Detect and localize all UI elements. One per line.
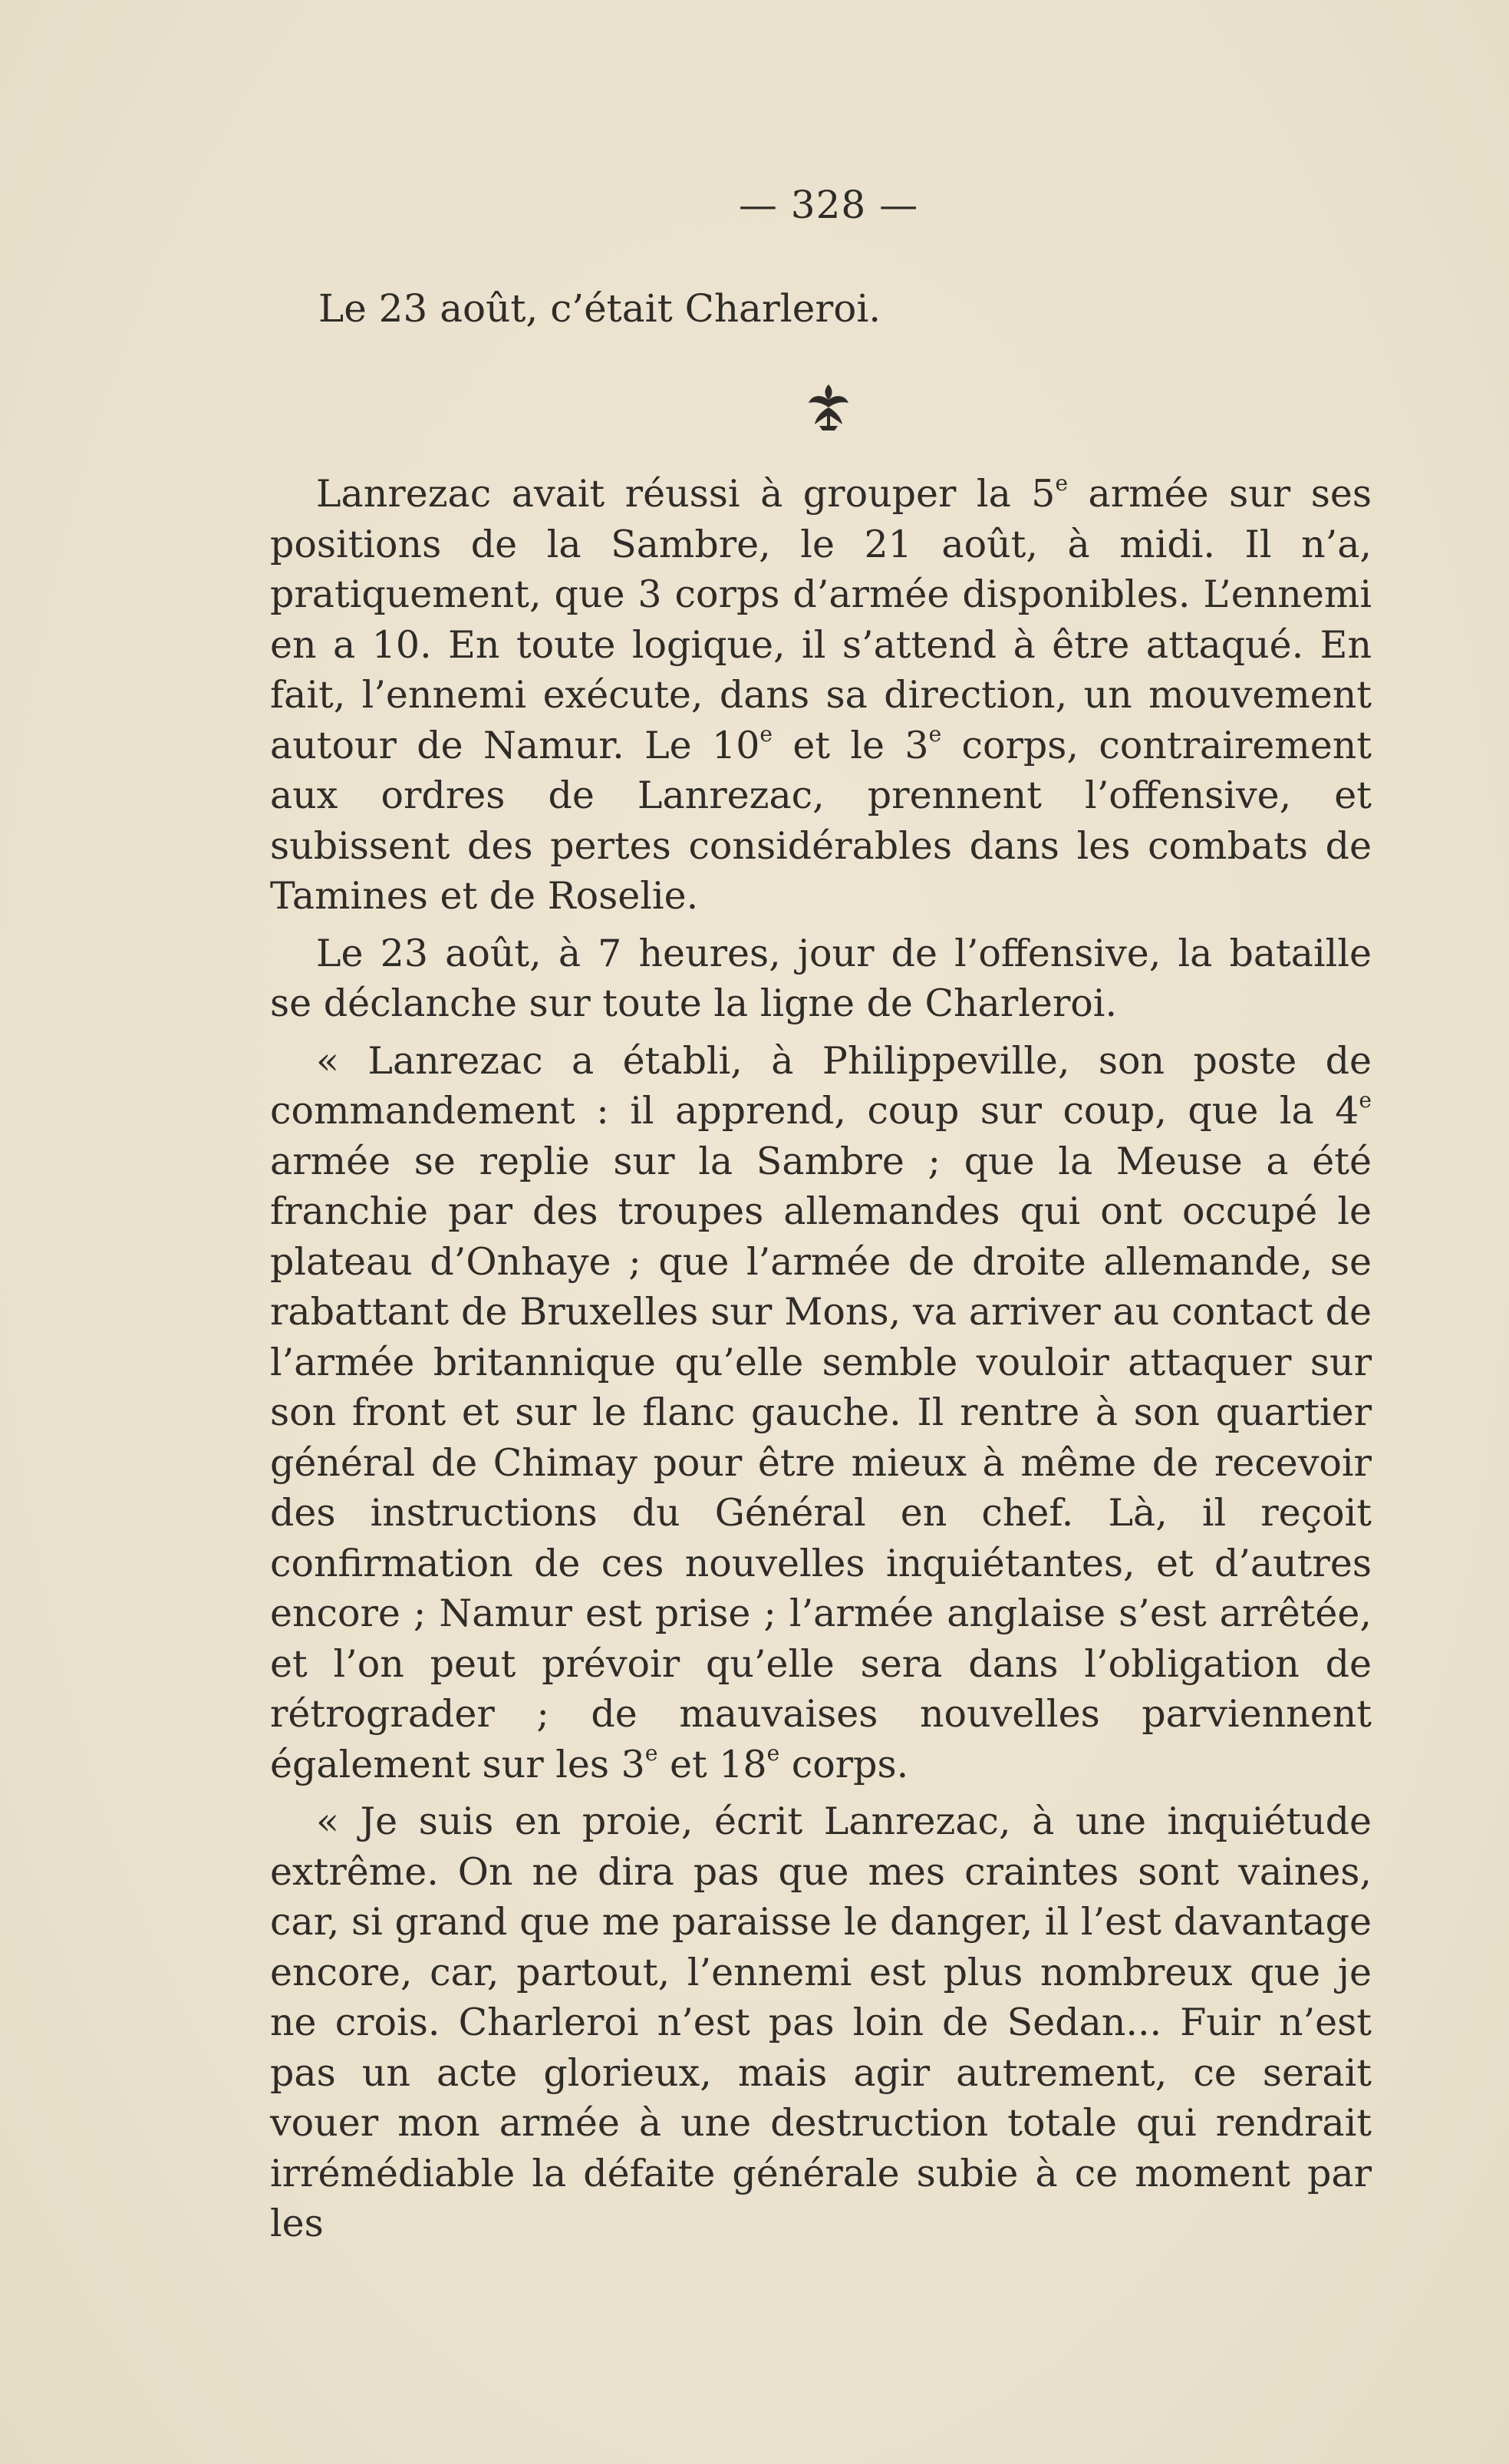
paragraph-1: Lanrezac avait réussi à grouper la 5e armée sur ses positions de la Sambre, le 21 août, à midi. Il n’a, pratiquement, que 3 corps d’armée disponibles. L’ennemi en a 10. En toute logique, il s’attend à être attaqué. En fait, l’ennemi exécute, dans sa direction, un mouvement autour de Namur. Le 10e et le 3e corps, contrairement aux ordres de Lanrezac, prennent l’offensive, et subissent des pertes considérables dans les combats de Tamines et de Roselie. — [270, 470, 1372, 918]
fleuron-ornament-icon — [798, 380, 859, 434]
paragraph-3: « Lanrezac a établi, à Philippeville, son poste de commandement : il apprend, coup sur coup, que la 4e armée se replie sur la Sambre ; que la Meuse a été franchie par des troupes allemandes qui ont occupé le plateau d’Onhaye ; que l’armée de droite allemande, se rabattant de Bruxelles sur Mons, va arriver au contact de l’armée britannique qu’elle semble vouloir attaquer sur son front et sur le flanc gauche. Il rentre à son quartier général de Chimay pour être mieux à même de recevoir des instructions du Général en chef. Là, il reçoit confirmation de ces nouvelles inquiétantes, et d’autres encore ; Namur est prise ; l’armée anglaise s’est arrêtée, et l’on peut prévoir qu’elle sera dans l’obligation de rétrograder ; de mauvaises nouvelles parviennent également sur les 3e et 18e corps. — [270, 1038, 1372, 1786]
paragraph-2: Le 23 août, à 7 heures, jour de l’offensive, la bataille se déclanche sur toute la ligne de Charleroi. — [270, 931, 1372, 1025]
intro-line: Le 23 août, c’était Charleroi. — [318, 286, 881, 331]
body-text — [270, 469, 1372, 2256]
paragraph-4: « Je suis en proie, écrit Lanrezac, à une inquiétude extrême. On ne dira pas que mes craintes sont vaines, car, si grand que me paraisse le danger, il l’est davantage encore, car, partout, l’ennemi est plus nombreux que je ne crois. Charleroi n’est pas loin de Sedan... Fuir n’est pas un acte glorieux, mais agir autrement, ce serait vouer mon armée à une destruction totale qui rendrait irrémédiable la défaite générale subie à ce moment par les — [270, 1799, 1372, 2245]
page-number: — 328 — — [738, 183, 919, 227]
